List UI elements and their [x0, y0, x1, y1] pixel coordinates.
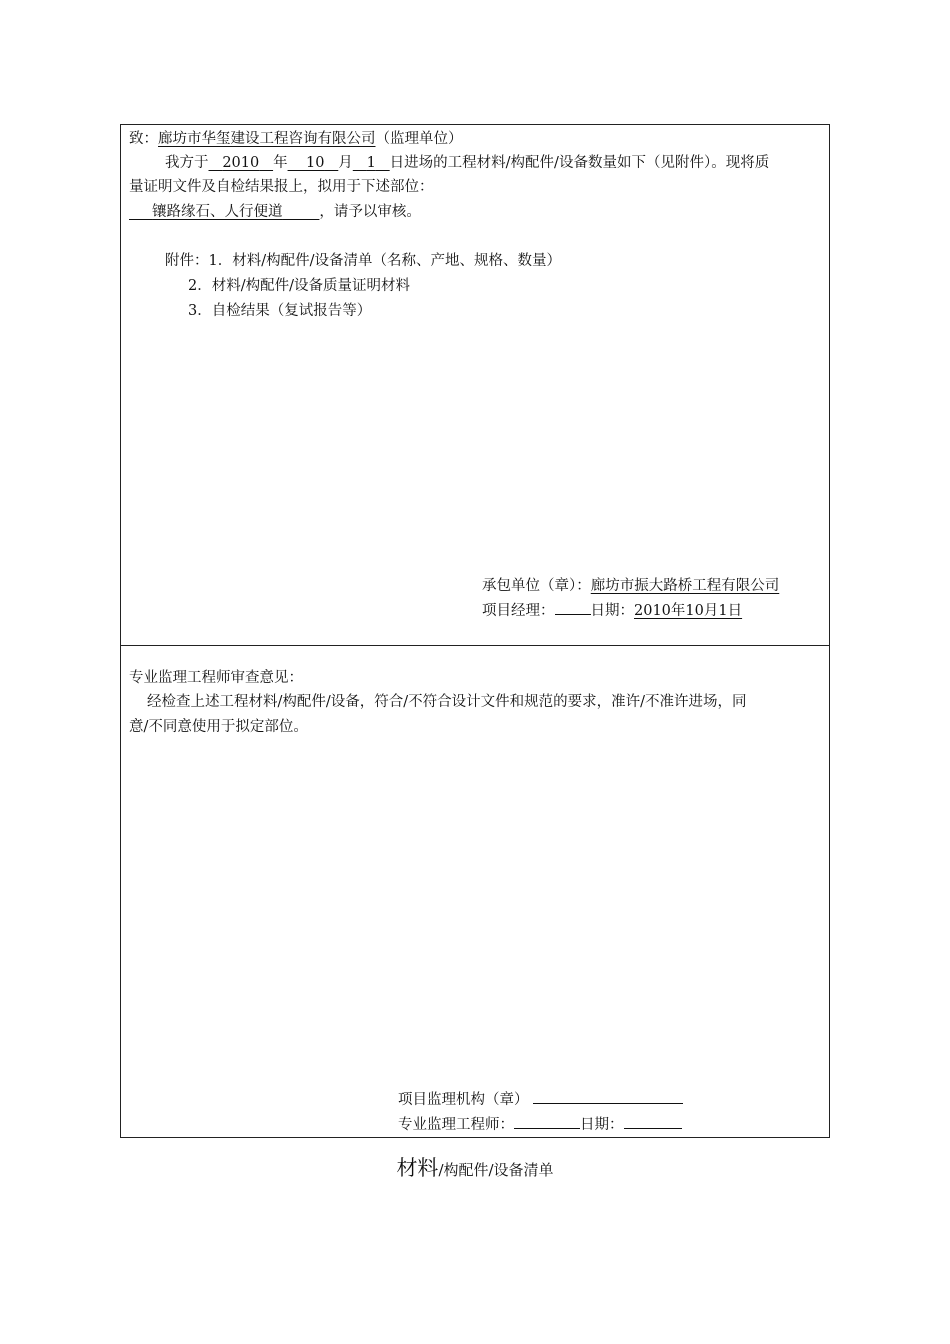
- supervisor-company: 廊坊市华玺建设工程咨询有限公司: [158, 131, 376, 147]
- review-opinion-2: 意/不同意使用于拟定部位。: [129, 719, 308, 735]
- entry-date-line: 我方于 2010 年 10 月 1 日进场的工程材料/构配件/设备数量如下（见附件）。现将质: [165, 155, 770, 171]
- engineer-signature-blank: [514, 1114, 580, 1129]
- usage-location: 镶路缘石、人行便道: [152, 204, 283, 220]
- entry-day: 1: [366, 155, 376, 171]
- attachment-3: 3．自检结果（复试报告等）: [188, 303, 372, 319]
- review-heading: 专业监理工程师审查意见：: [129, 670, 303, 686]
- attachment-1: 附件：1．材料/构配件/设备清单（名称、产地、规格、数量）: [165, 253, 561, 269]
- addressee-line: 致：廊坊市华玺建设工程咨询有限公司（监理单位）: [129, 131, 463, 147]
- supervision-org-line: 项目监理机构（章）: [398, 1089, 683, 1111]
- submission-date: 2010年10月1日: [634, 603, 743, 619]
- entry-year: 2010: [222, 155, 260, 171]
- list-title: 材料/构配件/设备清单: [396, 1156, 554, 1180]
- review-date-blank: [624, 1114, 682, 1129]
- engineer-date-line: 专业监理工程师： 日期：: [398, 1114, 682, 1136]
- manager-signature-blank: [555, 600, 591, 615]
- entry-month: 10: [306, 155, 325, 171]
- attachment-2: 2．材料/构配件/设备质量证明材料: [188, 278, 410, 294]
- org-seal-blank: [533, 1089, 683, 1104]
- review-section: [120, 645, 830, 1138]
- review-opinion-1: 经检查上述工程材料/构配件/设备，符合/不符合设计文件和规范的要求，准许/不准许进场，同: [147, 694, 747, 710]
- manager-date-line: 项目经理： 日期：2010年10月1日: [482, 600, 742, 622]
- submission-section: [120, 124, 830, 646]
- contractor-name: 廊坊市振大路桥工程有限公司: [590, 578, 780, 594]
- location-line: 镶路缘石、人行便道 ，请予以审核。: [129, 201, 421, 223]
- quality-line: 量证明文件及自检结果报上，拟用于下述部位：: [129, 179, 434, 195]
- contractor-line: 承包单位（章）：廊坊市振大路桥工程有限公司: [482, 578, 780, 594]
